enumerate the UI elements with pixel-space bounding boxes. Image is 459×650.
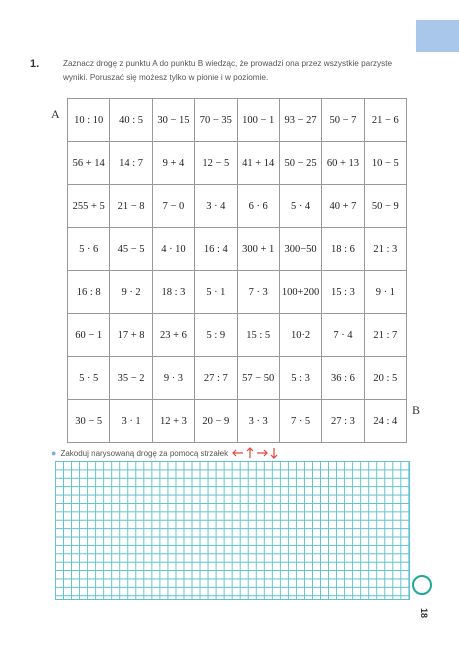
grid-cell[interactable]: 45 − 5: [110, 228, 152, 271]
grid-cell[interactable]: 60 − 1: [68, 314, 110, 357]
grid-cell[interactable]: 10 : 10: [68, 99, 110, 142]
grid-cell[interactable]: 300 + 1: [237, 228, 279, 271]
grid-cell[interactable]: 255 + 5: [68, 185, 110, 228]
grid-cell[interactable]: 24 : 4: [364, 400, 406, 443]
grid-row: [68, 142, 407, 185]
grid-cell[interactable]: 15 : 5: [237, 314, 279, 357]
code-task-text: Zakoduj narysowaną drogę za pomocą strzałek: [60, 448, 229, 458]
grid-row: [68, 185, 407, 228]
grid-cell[interactable]: 18 : 3: [152, 271, 194, 314]
grid-cell[interactable]: 27 : 3: [322, 400, 364, 443]
grid-cell[interactable]: 17 + 8: [110, 314, 152, 357]
grid-row: [68, 400, 407, 443]
grid-cell[interactable]: 35 − 2: [110, 357, 152, 400]
grid-cell[interactable]: 5 · 1: [195, 271, 237, 314]
arrow-left-icon: [232, 449, 244, 457]
grid-cell[interactable]: 5 · 4: [279, 185, 321, 228]
grid-cell[interactable]: 12 − 5: [195, 142, 237, 185]
arrow-right-icon: [256, 449, 268, 457]
grid-cell[interactable]: 36 : 6: [322, 357, 364, 400]
grid-cell[interactable]: 18 : 6: [322, 228, 364, 271]
grid-cell[interactable]: 7 · 5: [279, 400, 321, 443]
arrow-up-icon: [246, 447, 254, 459]
grid-cell[interactable]: 50 − 7: [322, 99, 364, 142]
grid-cell[interactable]: 5 · 5: [68, 357, 110, 400]
grid-cell[interactable]: 16 : 4: [195, 228, 237, 271]
grid-cell[interactable]: 14 : 7: [110, 142, 152, 185]
self-check-circle[interactable]: [412, 575, 432, 595]
grid-cell[interactable]: 56 + 14: [68, 142, 110, 185]
grid-row: [68, 357, 407, 400]
grid-cell[interactable]: 7 · 3: [237, 271, 279, 314]
start-point-label: A: [51, 107, 60, 121]
grid-row: [68, 228, 407, 271]
grid-cell[interactable]: 5 : 3: [279, 357, 321, 400]
expression-grid: [67, 98, 407, 443]
grid-cell[interactable]: 27 : 7: [195, 357, 237, 400]
task-instruction: Zaznacz drogę z punktu A do punktu B wiedząc, że prowadzi ona przez wszystkie parzyste wyniki. Poruszać się możesz tylko w pionie i w poziomie.: [63, 59, 393, 82]
grid-cell[interactable]: 21 : 7: [364, 314, 406, 357]
grid-cell[interactable]: 7 − 0: [152, 185, 194, 228]
grid-cell[interactable]: 21 − 6: [364, 99, 406, 142]
grid-cell[interactable]: 23 + 6: [152, 314, 194, 357]
grid-cell[interactable]: 3 · 4: [195, 185, 237, 228]
grid-cell[interactable]: 40 : 5: [110, 99, 152, 142]
grid-cell[interactable]: 100 − 1: [237, 99, 279, 142]
grid-cell[interactable]: 60 + 13: [322, 142, 364, 185]
grid-cell[interactable]: 21 − 8: [110, 185, 152, 228]
grid-cell[interactable]: 12 + 3: [152, 400, 194, 443]
grid-cell[interactable]: 50 − 9: [364, 185, 406, 228]
page-number: 18: [419, 607, 430, 619]
grid-cell[interactable]: 3 · 3: [237, 400, 279, 443]
grid-cell[interactable]: 10·2: [279, 314, 321, 357]
grid-cell[interactable]: 4 · 10: [152, 228, 194, 271]
task-number: 1.: [30, 58, 40, 70]
grid-cell[interactable]: 9 + 4: [152, 142, 194, 185]
grid-cell[interactable]: 300−50: [279, 228, 321, 271]
grid-cell[interactable]: 16 : 8: [68, 271, 110, 314]
grid-cell[interactable]: 93 − 27: [279, 99, 321, 142]
grid-cell[interactable]: 3 · 1: [110, 400, 152, 443]
grid-cell[interactable]: 6 · 6: [237, 185, 279, 228]
grid-cell[interactable]: 21 : 3: [364, 228, 406, 271]
end-point-label: B: [412, 403, 421, 417]
chapter-tab: [416, 20, 459, 52]
grid-cell[interactable]: 10 − 5: [364, 142, 406, 185]
grid-cell[interactable]: 57 − 50: [237, 357, 279, 400]
grid-row: [68, 314, 407, 357]
grid-cell[interactable]: 5 : 9: [195, 314, 237, 357]
grid-cell[interactable]: 20 : 5: [364, 357, 406, 400]
bullet-icon: ●: [51, 448, 57, 458]
arrow-legend: [232, 447, 278, 459]
grid-cell[interactable]: 30 − 5: [68, 400, 110, 443]
grid-cell[interactable]: 5 · 6: [68, 228, 110, 271]
grid-cell[interactable]: 50 − 25: [279, 142, 321, 185]
code-task: [51, 447, 278, 459]
grid-cell[interactable]: 15 : 3: [322, 271, 364, 314]
arrow-down-icon: [270, 447, 278, 459]
grid-cell[interactable]: 70 − 35: [195, 99, 237, 142]
grid-cell[interactable]: 9 · 2: [110, 271, 152, 314]
grid-cell[interactable]: 40 + 7: [322, 185, 364, 228]
grid-cell[interactable]: 30 − 15: [152, 99, 194, 142]
grid-cell[interactable]: 20 − 9: [195, 400, 237, 443]
grid-row: [68, 271, 407, 314]
grid-cell[interactable]: 100+200: [279, 271, 321, 314]
grid-cell[interactable]: 41 + 14: [237, 142, 279, 185]
answer-grid[interactable]: [55, 461, 410, 600]
grid-cell[interactable]: 9 · 1: [364, 271, 406, 314]
grid-cell[interactable]: 9 · 3: [152, 357, 194, 400]
grid-row: [68, 99, 407, 142]
grid-cell[interactable]: 7 · 4: [322, 314, 364, 357]
